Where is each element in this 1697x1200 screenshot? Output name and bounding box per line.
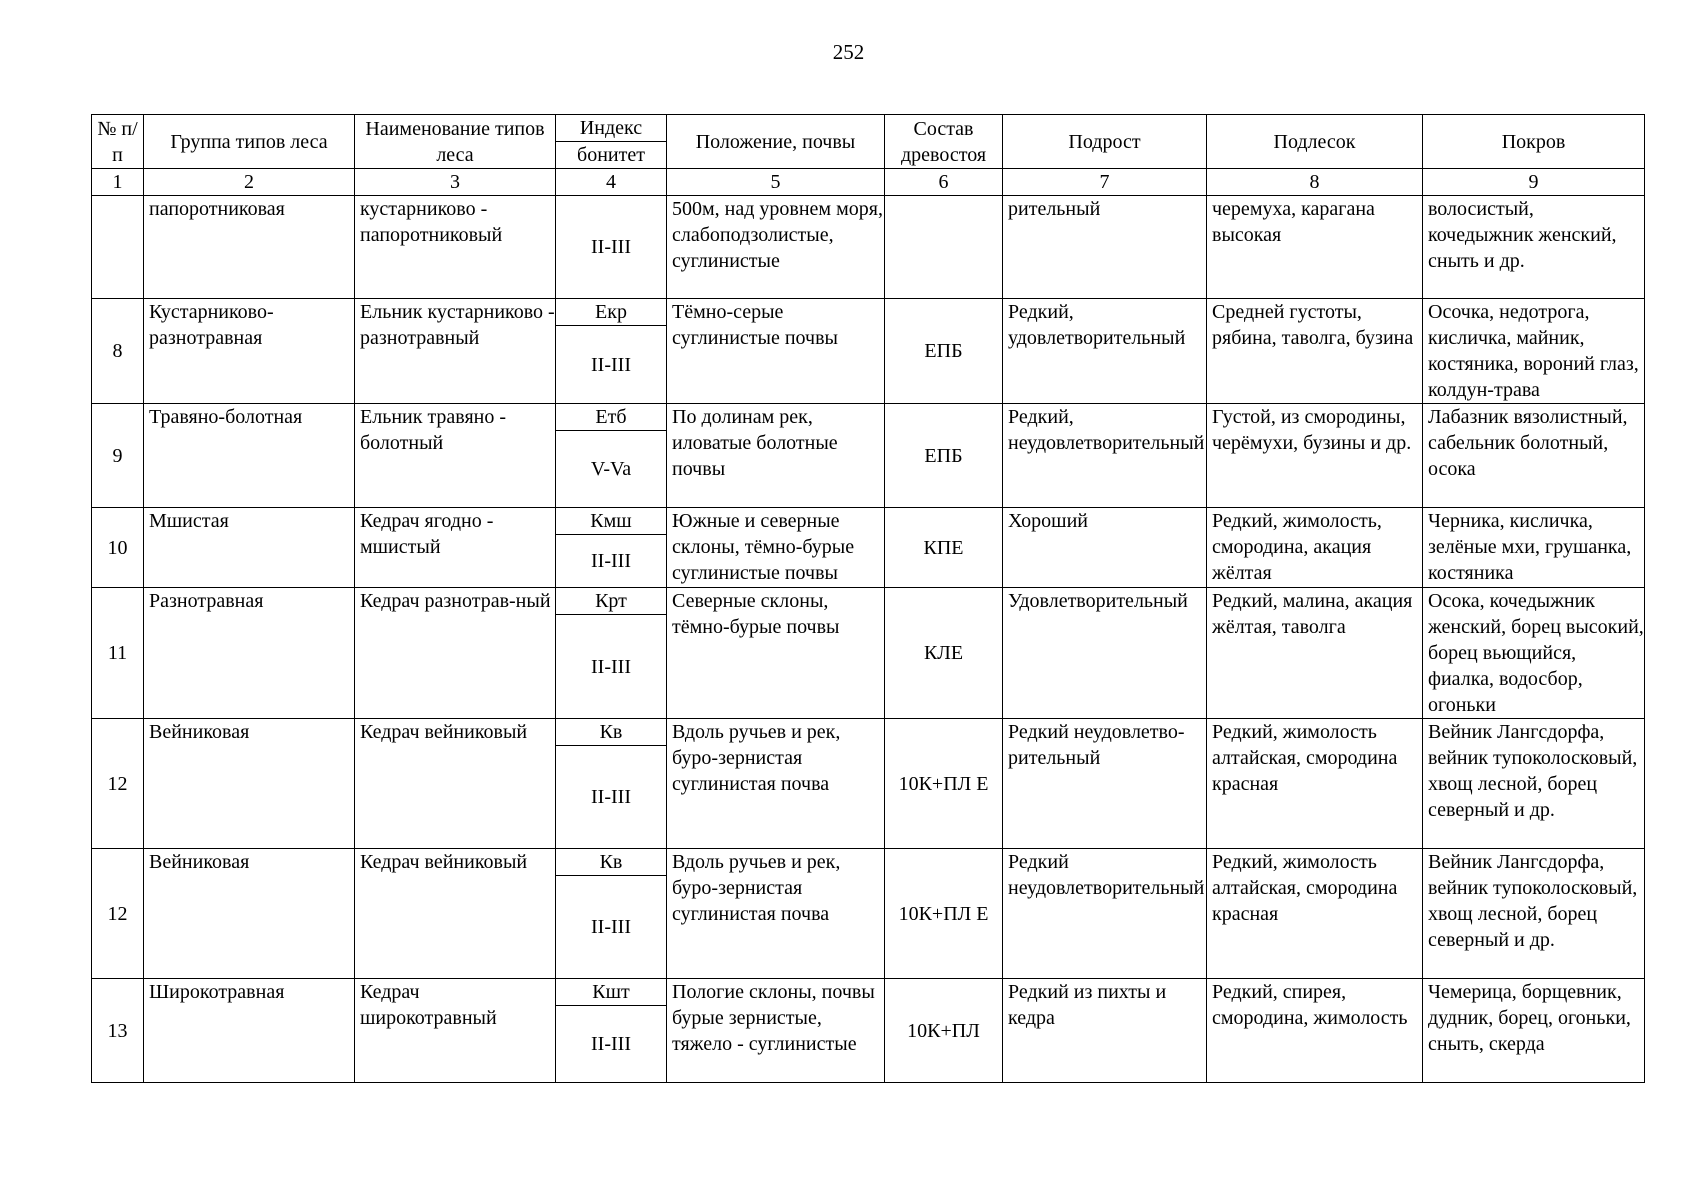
cell-group: Мшистая <box>144 508 355 588</box>
cell-bonitet: II-III <box>556 746 667 849</box>
cell-cover: волосистый, кочедыжник женский, сныть и др. <box>1423 196 1645 299</box>
cell-name: Кедрач разнотрав-ный <box>355 588 556 719</box>
col-number: 8 <box>1207 169 1423 196</box>
cell-group: Разнотравная <box>144 588 355 719</box>
cell-name: Ельник кустарниково - разнотравный <box>355 299 556 404</box>
cell-position: Южные и северные склоны, тёмно-бурые суглинистые почвы <box>667 508 885 588</box>
cell-bonitet: II-III <box>556 876 667 979</box>
cell-composition: 10К+ПЛ Е <box>885 849 1003 979</box>
cell-name: Ельник травяно - болотный <box>355 404 556 508</box>
cell-underbrush: Густой, из смородины, черёмухи, бузины и др. <box>1207 404 1423 508</box>
col-number: 6 <box>885 169 1003 196</box>
cell-group: папоротниковая <box>144 196 355 299</box>
table-row <box>92 404 1645 431</box>
cell-cover: Осочка, недотрога, кисличка, майник, костяника, вороний глаз, колдун-трава <box>1423 299 1645 404</box>
col-number: 4 <box>556 169 667 196</box>
cell-cover: Чемерица, борщевник, дудник, борец, огоньки, сныть, скерда <box>1423 979 1645 1083</box>
cell-no: 10 <box>92 508 144 588</box>
col-number: 7 <box>1003 169 1207 196</box>
table-row <box>92 588 1645 615</box>
cell-undergrowth: Редкий, неудовлетворительный <box>1003 404 1207 508</box>
cell-no: 11 <box>92 588 144 719</box>
table-row <box>92 508 1645 535</box>
cell-position: Северные склоны, тёмно-бурые почвы <box>667 588 885 719</box>
cell-index: Екр <box>556 299 667 326</box>
cell-bonitet: II-III <box>556 615 667 719</box>
cell-group: Вейниковая <box>144 849 355 979</box>
header-no: № п/п <box>92 115 144 169</box>
header-group: Группа типов леса <box>144 115 355 169</box>
cell-underbrush: Редкий, жимолость, смородина, акация жёлтая <box>1207 508 1423 588</box>
cell-composition: ЕПБ <box>885 404 1003 508</box>
table-row <box>92 849 1645 876</box>
cell-composition: КЛЕ <box>885 588 1003 719</box>
header-composition: Состав древостоя <box>885 115 1003 169</box>
cell-composition <box>885 196 1003 299</box>
cell-underbrush: Средней густоты, рябина, таволга, бузина <box>1207 299 1423 404</box>
cell-undergrowth: Редкий из пихты и кедра <box>1003 979 1207 1083</box>
cell-position: 500м, над уровнем моря, слабоподзолистые, суглинистые <box>667 196 885 299</box>
header-index: Индекс <box>556 115 667 142</box>
col-number: 2 <box>144 169 355 196</box>
cell-no: 13 <box>92 979 144 1083</box>
cell-position: Вдоль ручьев и рек, буро-зернистая суглинистая почва <box>667 849 885 979</box>
cell-name: кустарниково - папоротниковый <box>355 196 556 299</box>
cell-position: Тёмно-серые суглинистые почвы <box>667 299 885 404</box>
cell-undergrowth: Удовлетворительный <box>1003 588 1207 719</box>
cell-index: Кмш <box>556 508 667 535</box>
header-underbrush: Подлесок <box>1207 115 1423 169</box>
cell-group: Травяно-болотная <box>144 404 355 508</box>
cell-no: 9 <box>92 404 144 508</box>
cell-cover: Черника, кисличка, зелёные мхи, грушанка, костяника <box>1423 508 1645 588</box>
cell-position: Вдоль ручьев и рек, буро-зернистая суглинистая почва <box>667 719 885 849</box>
cell-no: 8 <box>92 299 144 404</box>
cell-composition: 10К+ПЛ <box>885 979 1003 1083</box>
table-row <box>92 979 1645 1006</box>
cell-index: Кшт <box>556 979 667 1006</box>
cell-composition: ЕПБ <box>885 299 1003 404</box>
cell-cover: Лабазник вязолистный, сабельник болотный, осока <box>1423 404 1645 508</box>
cell-undergrowth: Редкий неудовлетво-рительный <box>1003 719 1207 849</box>
cell-bonitet: II-III <box>556 196 667 299</box>
cell-undergrowth: Хороший <box>1003 508 1207 588</box>
cell-position: По долинам рек, иловатые болотные почвы <box>667 404 885 508</box>
cell-no: 12 <box>92 849 144 979</box>
cell-no: 12 <box>92 719 144 849</box>
cell-bonitet: II-III <box>556 326 667 404</box>
cell-underbrush: черемуха, карагана высокая <box>1207 196 1423 299</box>
cell-undergrowth: Редкий, удовлетворительный <box>1003 299 1207 404</box>
cell-index: Кв <box>556 849 667 876</box>
header-cover: Покров <box>1423 115 1645 169</box>
cell-position: Пологие склоны, почвы бурые зернистые, тяжело - суглинистые <box>667 979 885 1083</box>
cell-group: Кустарниково-разнотравная <box>144 299 355 404</box>
cell-index: Етб <box>556 404 667 431</box>
table-row <box>92 299 1645 326</box>
cell-composition: КПЕ <box>885 508 1003 588</box>
col-number: 1 <box>92 169 144 196</box>
forest-types-table <box>91 114 1645 1083</box>
cell-cover: Осока, кочедыжник женский, борец высокий, борец вьющийся, фиалка, водосбор, огоньки <box>1423 588 1645 719</box>
table-row <box>92 719 1645 746</box>
cell-index: Кв <box>556 719 667 746</box>
cell-cover: Вейник Лангсдорфа, вейник тупоколосковый, хвощ лесной, борец северный и др. <box>1423 719 1645 849</box>
cell-name: Кедрач вейниковый <box>355 719 556 849</box>
cell-undergrowth: Редкий неудовлетворительный <box>1003 849 1207 979</box>
header-undergrowth: Подрост <box>1003 115 1207 169</box>
col-number: 5 <box>667 169 885 196</box>
cell-cover: Вейник Лангсдорфа, вейник тупоколосковый, хвощ лесной, борец северный и др. <box>1423 849 1645 979</box>
table-row <box>92 196 1645 299</box>
header-bonitet: бонитет <box>556 142 667 169</box>
cell-name: Кедрач широкотравный <box>355 979 556 1083</box>
cell-name: Кедрач ягодно - мшистый <box>355 508 556 588</box>
cell-underbrush: Редкий, спирея, смородина, жимолость <box>1207 979 1423 1083</box>
cell-undergrowth: рительный <box>1003 196 1207 299</box>
col-number: 3 <box>355 169 556 196</box>
cell-group: Широкотравная <box>144 979 355 1083</box>
cell-bonitet: II-III <box>556 1006 667 1083</box>
cell-index: Крт <box>556 588 667 615</box>
cell-underbrush: Редкий, жимолость алтайская, смородина красная <box>1207 849 1423 979</box>
cell-group: Вейниковая <box>144 719 355 849</box>
cell-composition: 10К+ПЛ Е <box>885 719 1003 849</box>
cell-underbrush: Редкий, малина, акация жёлтая, таволга <box>1207 588 1423 719</box>
header-name: Наименование типов леса <box>355 115 556 169</box>
cell-underbrush: Редкий, жимолость алтайская, смородина красная <box>1207 719 1423 849</box>
cell-bonitet: II-III <box>556 535 667 588</box>
page-number: 252 <box>832 40 865 64</box>
cell-no <box>92 196 144 299</box>
cell-bonitet: V-Va <box>556 431 667 508</box>
col-number: 9 <box>1423 169 1645 196</box>
cell-name: Кедрач вейниковый <box>355 849 556 979</box>
header-position: Положение, почвы <box>667 115 885 169</box>
